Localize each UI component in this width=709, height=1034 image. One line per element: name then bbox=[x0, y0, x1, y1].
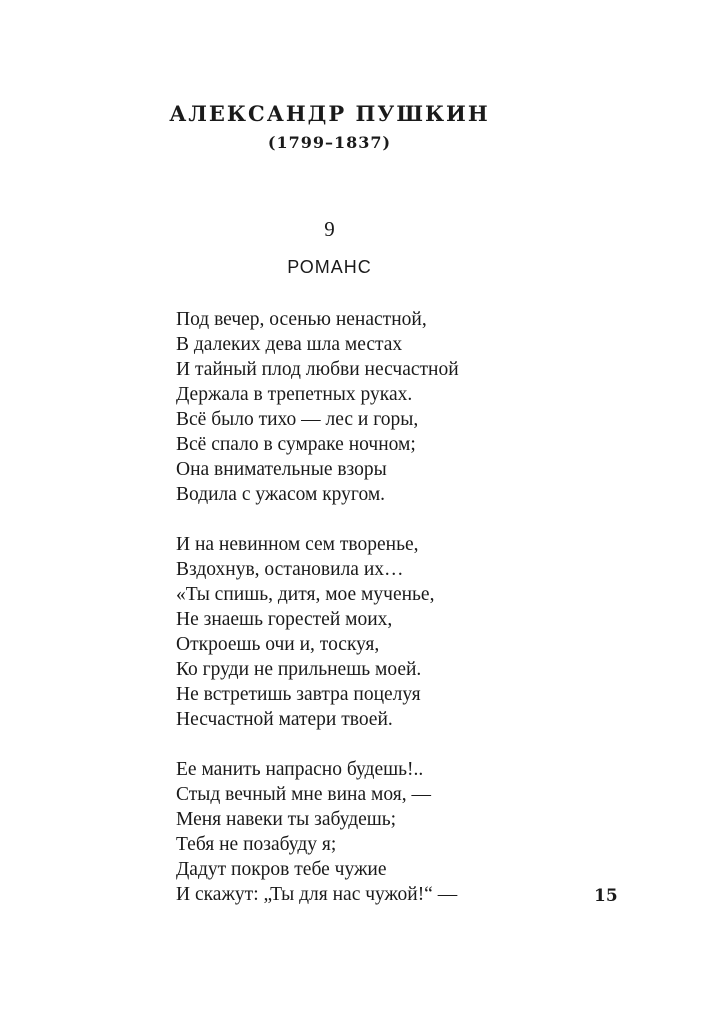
poem-line: Она внимательные взоры bbox=[176, 459, 387, 480]
poem-line: Вздохнув, остановила их… bbox=[176, 559, 404, 580]
author-dates: (1799–1837) bbox=[267, 133, 392, 152]
poem-number: 9 bbox=[324, 217, 335, 241]
poem-line: Водила с ужасом кругом. bbox=[176, 484, 386, 505]
stanza-2 bbox=[176, 532, 459, 732]
poem-line: В далеких дева шла местах bbox=[176, 334, 403, 355]
poem-line: Откроешь очи и, тоскуя, bbox=[176, 634, 380, 655]
poem-line: Ее манить напрасно будешь!.. bbox=[176, 759, 424, 780]
poem-line: И на невинном сем творенье, bbox=[176, 534, 419, 555]
poem-line: Всё было тихо — лес и горы, bbox=[176, 409, 419, 430]
poem-line: И скажут: „Ты для нас чужой!“ — bbox=[176, 884, 458, 905]
poem-line: Несчастной матери твоей. bbox=[176, 709, 393, 730]
stanza-3 bbox=[176, 757, 459, 907]
poem-line: Меня навеки ты забудешь; bbox=[176, 809, 397, 830]
poem-line: Ко груди не прильнешь моей. bbox=[176, 659, 422, 680]
poem-line: Не знаешь горестей моих, bbox=[176, 609, 393, 630]
author-name: АЛЕКСАНДР ПУШКИН bbox=[169, 101, 490, 126]
poem-line: Не встретишь завтра поцелуя bbox=[176, 684, 421, 705]
page-number: 15 bbox=[594, 886, 618, 906]
poem-line: Стыд вечный мне вина моя, — bbox=[176, 784, 431, 805]
poem-line: «Ты спишь, дитя, мое мученье, bbox=[176, 584, 435, 605]
poem-line: Под вечер, осенью ненастной, bbox=[176, 309, 427, 330]
stanza-1 bbox=[176, 307, 459, 507]
poem-line: Дадут покров тебе чужие bbox=[176, 859, 387, 880]
poem-line: Всё спало в сумраке ночном; bbox=[176, 434, 416, 455]
poem-line: Тебя не позабуду я; bbox=[176, 834, 337, 855]
poem-line: И тайный плод любви несчастной bbox=[176, 359, 459, 380]
poem-line: Держала в трепетных руках. bbox=[176, 384, 413, 405]
poem-title: РОМАНС bbox=[287, 257, 372, 277]
poem-body bbox=[176, 307, 459, 907]
